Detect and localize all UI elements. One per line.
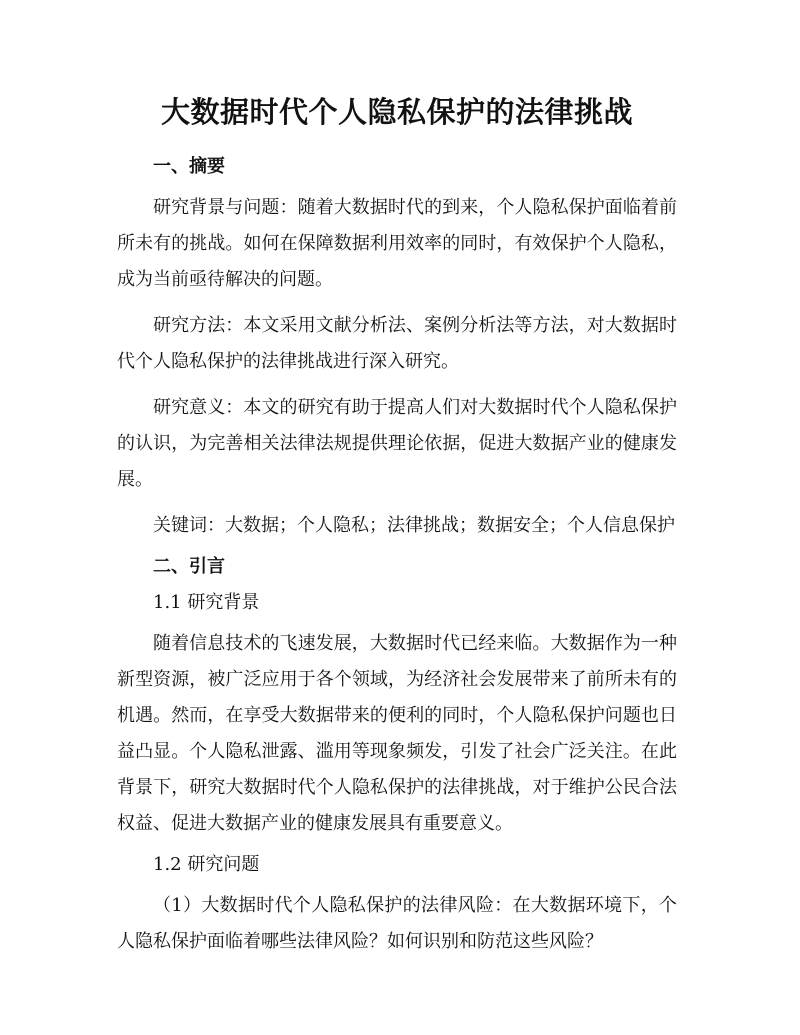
section-heading-introduction: 二、引言 [153, 556, 225, 577]
abstract-method-paragraph: 研究方法：本文采用文献分析法、案例分析法等方法，对大数据时代个人隐私保护的法律挑战进行深入研究。 [117, 315, 677, 372]
research-question-1-paragraph: （1）大数据时代个人隐私保护的法律风险：在大数据环境下，个人隐私保护面临着哪些法律风险？如何识别和防范这些风险？ [117, 895, 677, 952]
abstract-keywords-paragraph: 关键词：大数据；个人隐私；法律挑战；数据安全；个人信息保护 [153, 515, 675, 536]
abstract-significance-paragraph: 研究意义：本文的研究有助于提高人们对大数据时代个人隐私保护的认识，为完善相关法律法规提供理论依据，促进大数据产业的健康发展。 [117, 397, 677, 490]
subsection-heading-questions: 1.2 研究问题 [153, 854, 260, 875]
document-title: 大数据时代个人隐私保护的法律挑战 [160, 95, 633, 129]
section-heading-abstract: 一、摘要 [153, 156, 225, 177]
document-body [117, 92, 677, 970]
subsection-heading-background: 1.1 研究背景 [153, 592, 260, 613]
introduction-background-paragraph: 随着信息技术的飞速发展，大数据时代已经来临。大数据作为一种新型资源，被广泛应用于各个领域，为经济社会发展带来了前所未有的机遇。然而，在享受大数据带来的便利的同时，个人隐私保护问题也日益凸显。个人隐私泄露、滥用等现象频发，引发了社会广泛关注。在此背景下，研究大数据时代个人隐私保护的法律挑战，对于维护公民合法权益、促进大数据产业的健康发展具有重要意义。 [117, 633, 677, 834]
abstract-background-paragraph: 研究背景与问题：随着大数据时代的到来，个人隐私保护面临着前所未有的挑战。如何在保障数据利用效率的同时，有效保护个人隐私，成为当前亟待解决的问题。 [117, 197, 677, 290]
